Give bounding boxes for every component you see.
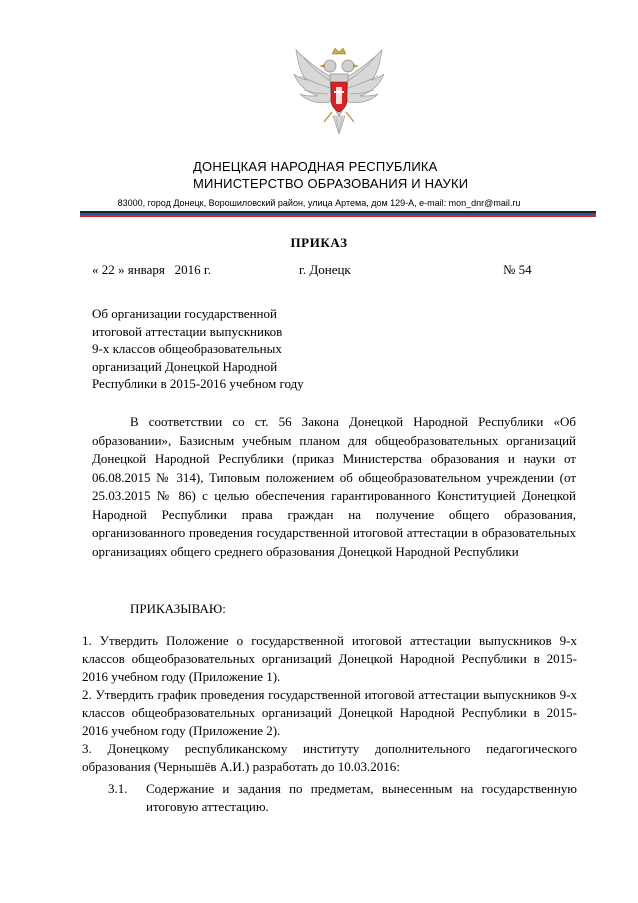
order-city: г. Донецк	[299, 262, 351, 277]
subitem-number: 3.1.	[108, 781, 128, 796]
ministry-address: 83000, город Донецк, Ворошиловский район, улица Артема, дом 129-А, e-mail: mon_dnr@mail.ru	[117, 198, 521, 208]
order-subject	[92, 305, 304, 393]
order-subitem	[108, 780, 577, 816]
order-word: ПРИКАЗЫВАЮ:	[130, 601, 226, 616]
flag-stripe-red	[80, 215, 596, 217]
document-title: ПРИКАЗ	[290, 235, 348, 250]
subject-line: 9-х классов общеобразовательных	[92, 341, 282, 356]
order-item: 2. Утвердить график проведения государственной итоговой аттестации выпускников 9-х классов общеобразовательных организаций Донецкой Народной Республики в 2015-2016 учебном году (Приложение 2).	[82, 687, 577, 738]
subject-line: Республики в 2015-2016 учебном году	[92, 376, 304, 391]
ministry-name: МИНИСТЕРСТВО ОБРАЗОВАНИЯ И НАУКИ	[193, 176, 469, 191]
subject-line: итоговой аттестации выпускников	[92, 323, 283, 339]
preamble-paragraph: В соответствии со ст. 56 Закона Донецкой Народной Республики «Об образовании», Базисным учебным планом для общеобразовательных организаций Донецкой Народной Республики (приказ Министерства образования и науки от 06.08.2015 № 314), Типовым положением об общеобразовательном учреждении (от 25.03.2015 № 86) с целью обеспечения гарантированного Конституцией Донецкой Народной Республики права граждан на получение общего образования, организованного проведения государственной итоговой аттестации в образовательных организациях общего среднего образования Донецкой Народной Республики	[92, 414, 576, 559]
order-number: № 54	[503, 262, 532, 277]
order-item: 1. Утвердить Положение о государственной итоговой аттестации выпускников 9-х классов общеобразовательных организаций Донецкой Народной Республики в 2015-2016 учебном году (Приложение 1).	[82, 633, 577, 684]
coat-of-arms-emblem	[292, 42, 386, 142]
order-date: « 22 » января 2016 г.	[92, 262, 212, 277]
subject-line: организаций Донецкой Народной	[92, 358, 278, 374]
order-items	[82, 632, 577, 776]
republic-name: ДОНЕЦКАЯ НАРОДНАЯ РЕСПУБЛИКА	[193, 159, 438, 174]
subitem-text: Содержание и задания по предметам, вынесенным на государственную итоговую аттестацию.	[146, 781, 577, 814]
subject-line: Об организации государственной	[92, 306, 277, 321]
order-item: 3. Донецкому республиканскому институту дополнительного педагогического образования (Чернышёв А.И.) разработать до 10.03.2016:	[82, 741, 577, 774]
